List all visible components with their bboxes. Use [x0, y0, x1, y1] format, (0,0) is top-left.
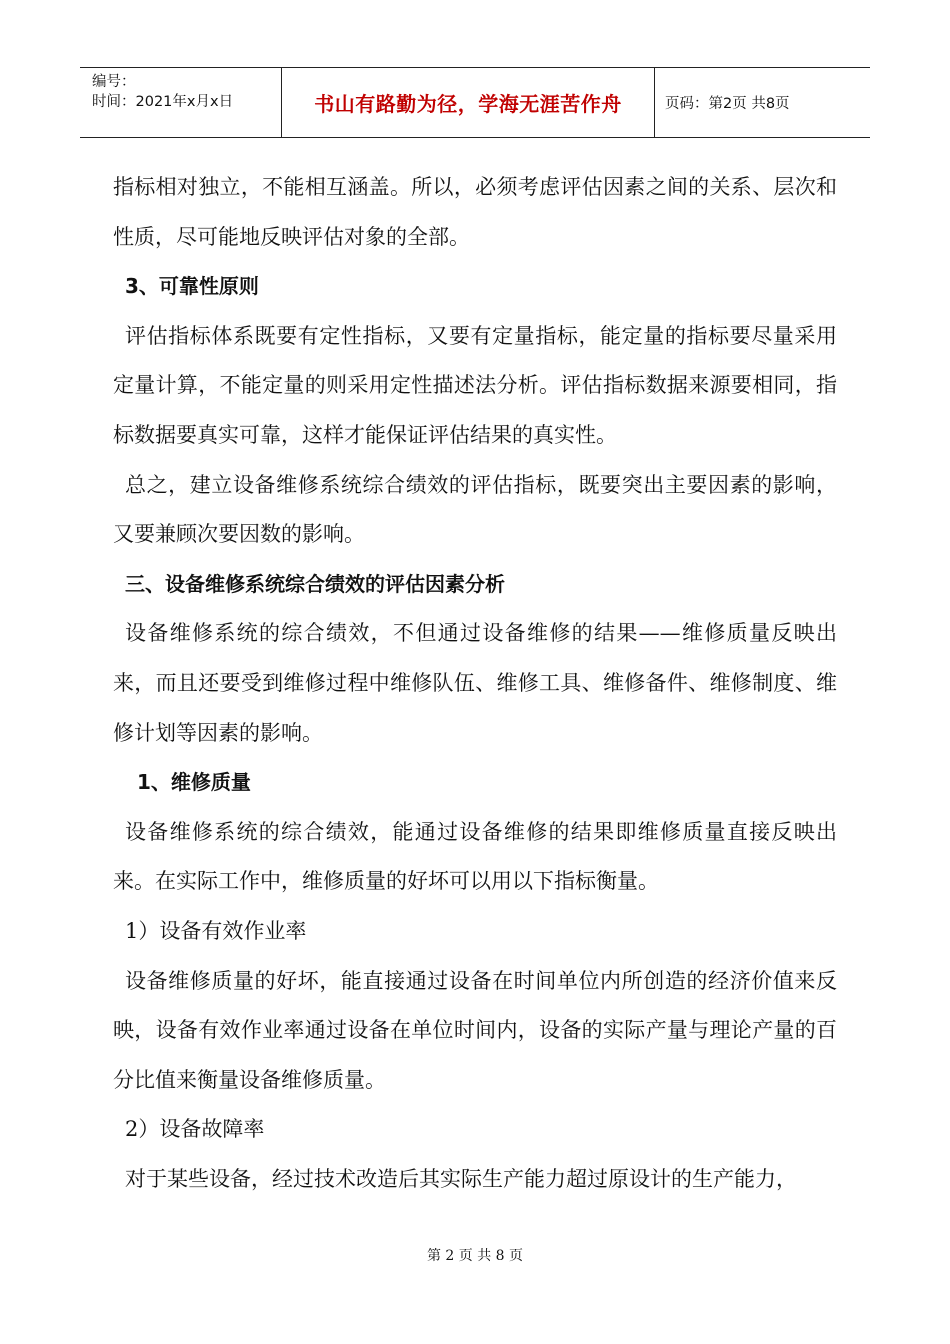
paragraph-7: 设备维修质量的好坏，能直接通过设备在时间单位内所创造的经济价值来反映，设备有效作业率通过设备在单位时间内，设备的实际产量与理论产量的百分比值来衡量设备维修质量。 — [113, 968, 837, 1092]
paragraph-2: 评估指标体系既要有定性指标，又要有定量指标，能定量的指标要尽量采用定量计算，不能定量的则采用定性描述法分析。评估指标数据来源要相同，指标数据要真实可靠，这样才能保证评估结果的真实性。 — [113, 323, 837, 447]
header-page-info-cell — [655, 68, 870, 137]
heading-reliability-principle: 3、可靠性原则 — [125, 274, 259, 299]
heading-maintenance-quality: 1、维修质量 — [137, 770, 251, 795]
header-motto: 书山有路勤为径，学海无涯苦作舟 — [314, 92, 622, 116]
header-meta — [80, 68, 282, 137]
heading-section-3: 三、设备维修系统综合绩效的评估因素分析 — [125, 571, 505, 596]
header-page-info: 页码：第2页 共8页 — [665, 96, 790, 112]
subheading-failure-rate: 2）设备故障率 — [125, 1117, 265, 1142]
paragraph-1: 指标相对独立，不能相互涵盖。所以，必须考虑评估因素之间的关系、层次和性质，尽可能地反映评估对象的全部。 — [113, 175, 837, 249]
page-footer: 第 2 页 共 8 页 — [426, 1248, 524, 1264]
paragraph-9: 对于某些设备，经过技术改造后其实际生产能力超过原设计的生产能力， — [125, 1166, 797, 1191]
paragraph-5: 设备维修系统的综合绩效，能通过设备维修的结果即维修质量直接反映出来。在实际工作中，维修质量的好坏可以用以下指标衡量。 — [113, 819, 837, 894]
header-motto-cell — [282, 68, 655, 137]
paragraph-4: 设备维修系统的综合绩效，不但通过设备维修的结果——维修质量反映出来，而且还要受到维修过程中维修队伍、维修工具、维修备件、维修制度、维修计划等因素的影响。 — [113, 621, 837, 745]
document-header — [80, 67, 870, 138]
document-date: 时间：2021年x月x日 — [92, 94, 234, 110]
paragraph-3: 总之，建立设备维修系统综合绩效的评估指标，既要突出主要因素的影响，又要兼顾次要因数的影响。 — [113, 472, 837, 547]
document-body — [113, 163, 837, 1204]
subheading-effective-rate: 1）设备有效作业率 — [125, 918, 307, 943]
document-number: 编号： — [92, 74, 136, 90]
